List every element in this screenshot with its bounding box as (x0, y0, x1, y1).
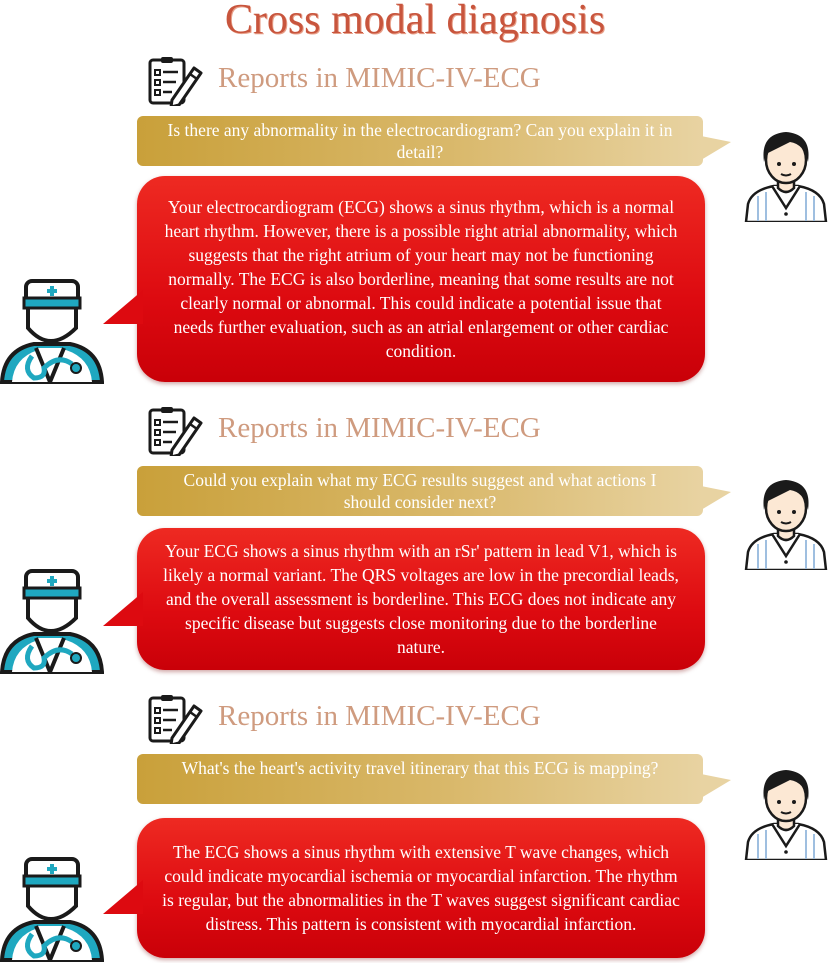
patient-question-bubble (137, 116, 703, 166)
patient-avatar-icon (744, 764, 828, 860)
question-bubble-tail (701, 774, 731, 798)
report-clipboard-pen-icon (148, 56, 204, 106)
report-clipboard-pen-icon (148, 406, 204, 456)
doctor-answer-text: Your ECG shows a sinus rhythm with an rSr' pattern in lead V1, which is likely a normal variant. The QRS voltages are low in the precordial leads, and the overall assessment is borderline. This ECG does not indicate any specific disease but suggests close monitoring due to the borderline nature. (163, 541, 679, 657)
patient-question-text: Could you explain what my ECG results suggest and what actions I should consider next? (183, 470, 657, 512)
doctor-answer-text: Your electrocardiogram (ECG) shows a sinus rhythm, which is a normal heart rhythm. However, there is a possible right atrial abnormality, which suggests that the right atrium of your heart may not be functioning normally. The ECG is also borderline, meaning that some results are not clearly normal or abnormal. This could indicate a potential issue that needs further evaluation, such as an atrial enlargement or other cardiac condition. (164, 197, 678, 361)
dialogue-section-2 (0, 404, 830, 674)
answer-bubble-tail (103, 880, 143, 914)
doctor-avatar-icon (0, 568, 104, 674)
report-clipboard-pen-icon (148, 694, 204, 744)
patient-avatar-icon (744, 474, 828, 570)
dialogue-section-1 (0, 54, 830, 390)
doctor-answer-text: The ECG shows a sinus rhythm with extensive T wave changes, which could indicate myocardial ischemia or myocardial infarction. The rhythm is regular, but the abnormalities in the T waves suggest significant cardiac distress. This pattern is consistent with myocardial infarction. (162, 842, 680, 934)
patient-question-text: What's the heart's activity travel itinerary that this ECG is mapping? (181, 758, 659, 778)
doctor-avatar-icon (0, 856, 104, 962)
doctor-avatar-icon (0, 278, 104, 384)
dialogue-section-3 (0, 692, 830, 963)
page-title: Cross modal diagnosis (224, 0, 606, 43)
section-heading-label: Reports in MIMIC-IV-ECG (218, 700, 541, 732)
doctor-answer-bubble (137, 176, 705, 382)
answer-bubble-tail (103, 592, 143, 626)
doctor-answer-bubble (137, 818, 705, 958)
patient-question-bubble (137, 466, 703, 516)
patient-avatar-icon (744, 126, 828, 222)
answer-bubble-tail (103, 290, 143, 324)
question-bubble-tail (701, 136, 731, 160)
doctor-answer-bubble (137, 528, 705, 670)
patient-question-text: Is there any abnormality in the electrocardiogram? Can you explain it in detail? (167, 120, 673, 162)
section-heading-label: Reports in MIMIC-IV-ECG (218, 62, 541, 94)
section-heading-label: Reports in MIMIC-IV-ECG (218, 412, 541, 444)
question-bubble-tail (701, 486, 731, 510)
patient-question-bubble (137, 754, 703, 804)
